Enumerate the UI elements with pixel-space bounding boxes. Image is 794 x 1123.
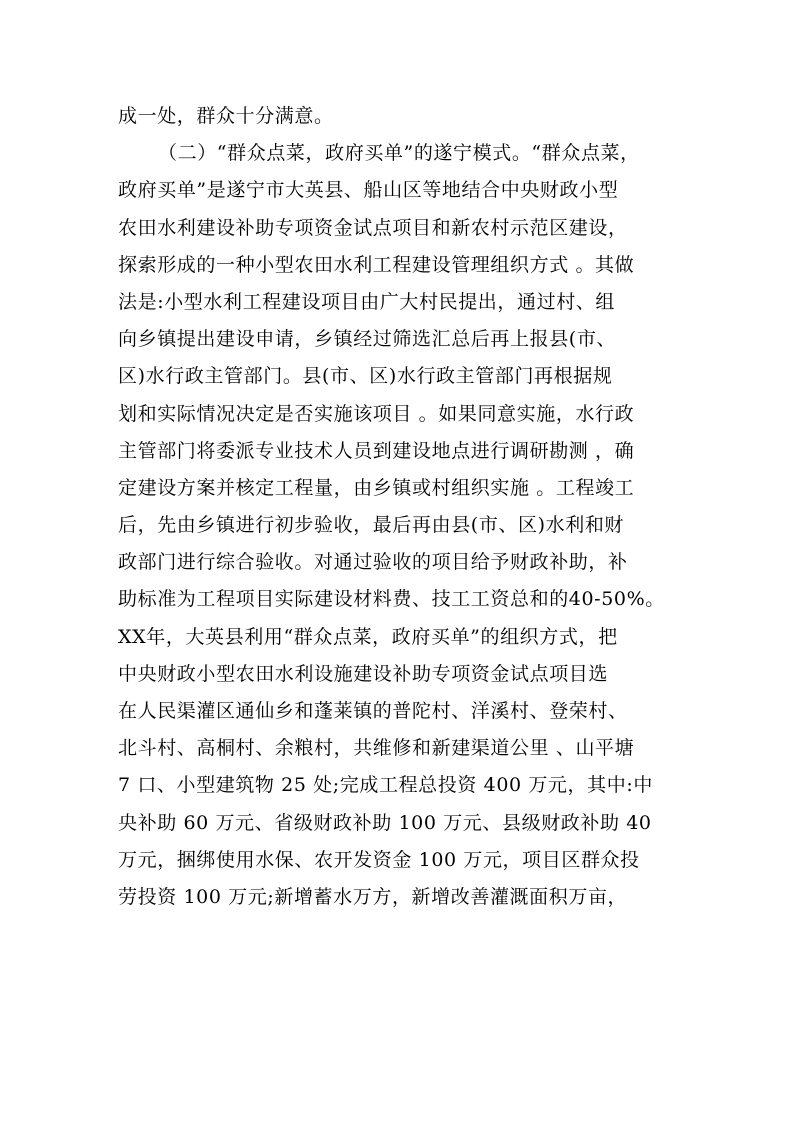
text-line: （二）“群众点菜，政府买单”的遂宁模式。“群众点菜， <box>158 142 640 165</box>
text-line: 法是:小型水利工程建设项目由广大村民提出，通过村、组 <box>118 290 616 313</box>
text-line: 北斗村、高桐村、余粮村，共维修和新建渠道公里 、山平塘 <box>118 737 635 760</box>
text-line: 7 口、小型建筑物 25 处;完成工程总投资 400 万元，其中:中 <box>118 774 653 797</box>
text-line: 后，先由乡镇进行初步验收，最后再由县(市、区)水利和财 <box>118 514 625 537</box>
text-line: 农田水利建设补助专项资金试点项目和新农村示范区建设， <box>118 216 628 239</box>
text-line: 向乡镇提出建设申请，乡镇经过筛选汇总后再上报县(市、 <box>118 328 617 351</box>
text-line: 区)水行政主管部门。县(市、区)水行政主管部门再根据规 <box>118 365 613 388</box>
text-line: 在人民渠灌区通仙乡和蓬莱镇的普陀村、洋溪村、登荣村、 <box>118 700 628 722</box>
text-line: 探索形成的一种小型农田水利工程建设管理组织方式 。其做 <box>118 253 635 276</box>
text-line: 中央财政小型农田水利设施建设补助专项资金试点项目选 <box>118 662 609 685</box>
text-line: XX年，大英县利用“群众点菜，政府买单”的组织方式，把 <box>118 625 618 648</box>
text-line: 劳投资 100 万元;新增蓄水万方，新增改善灌溉面积万亩， <box>118 885 628 908</box>
text-line: 定建设方案并核定工程量，由乡镇或村组织实施 。工程竣工 <box>118 476 635 499</box>
text-line: 划和实际情况决定是否实施该项目 。如果同意实施，水行政 <box>118 402 635 425</box>
text-line: 成一处，群众十分满意。 <box>118 105 334 127</box>
text-line: 助标准为工程项目实际建设材料费、技工工资总和的40-50%。 <box>118 588 665 611</box>
text-line: 万元，捆绑使用水保、农开发资金 100 万元，项目区群众投 <box>118 848 640 871</box>
text-line: 政部门进行综合验收。对通过验收的项目给予财政补助，补 <box>118 551 628 574</box>
text-line: 央补助 60 万元、省级财政补助 100 万元、县级财政补助 40 <box>118 811 652 834</box>
text-line: 主管部门将委派专业技术人员到建设地点进行调研勘测 ，确 <box>118 439 635 462</box>
text-line: 政府买单”是遂宁市大英县、船山区等地结合中央财政小型 <box>118 179 619 202</box>
body-text <box>118 98 718 916</box>
